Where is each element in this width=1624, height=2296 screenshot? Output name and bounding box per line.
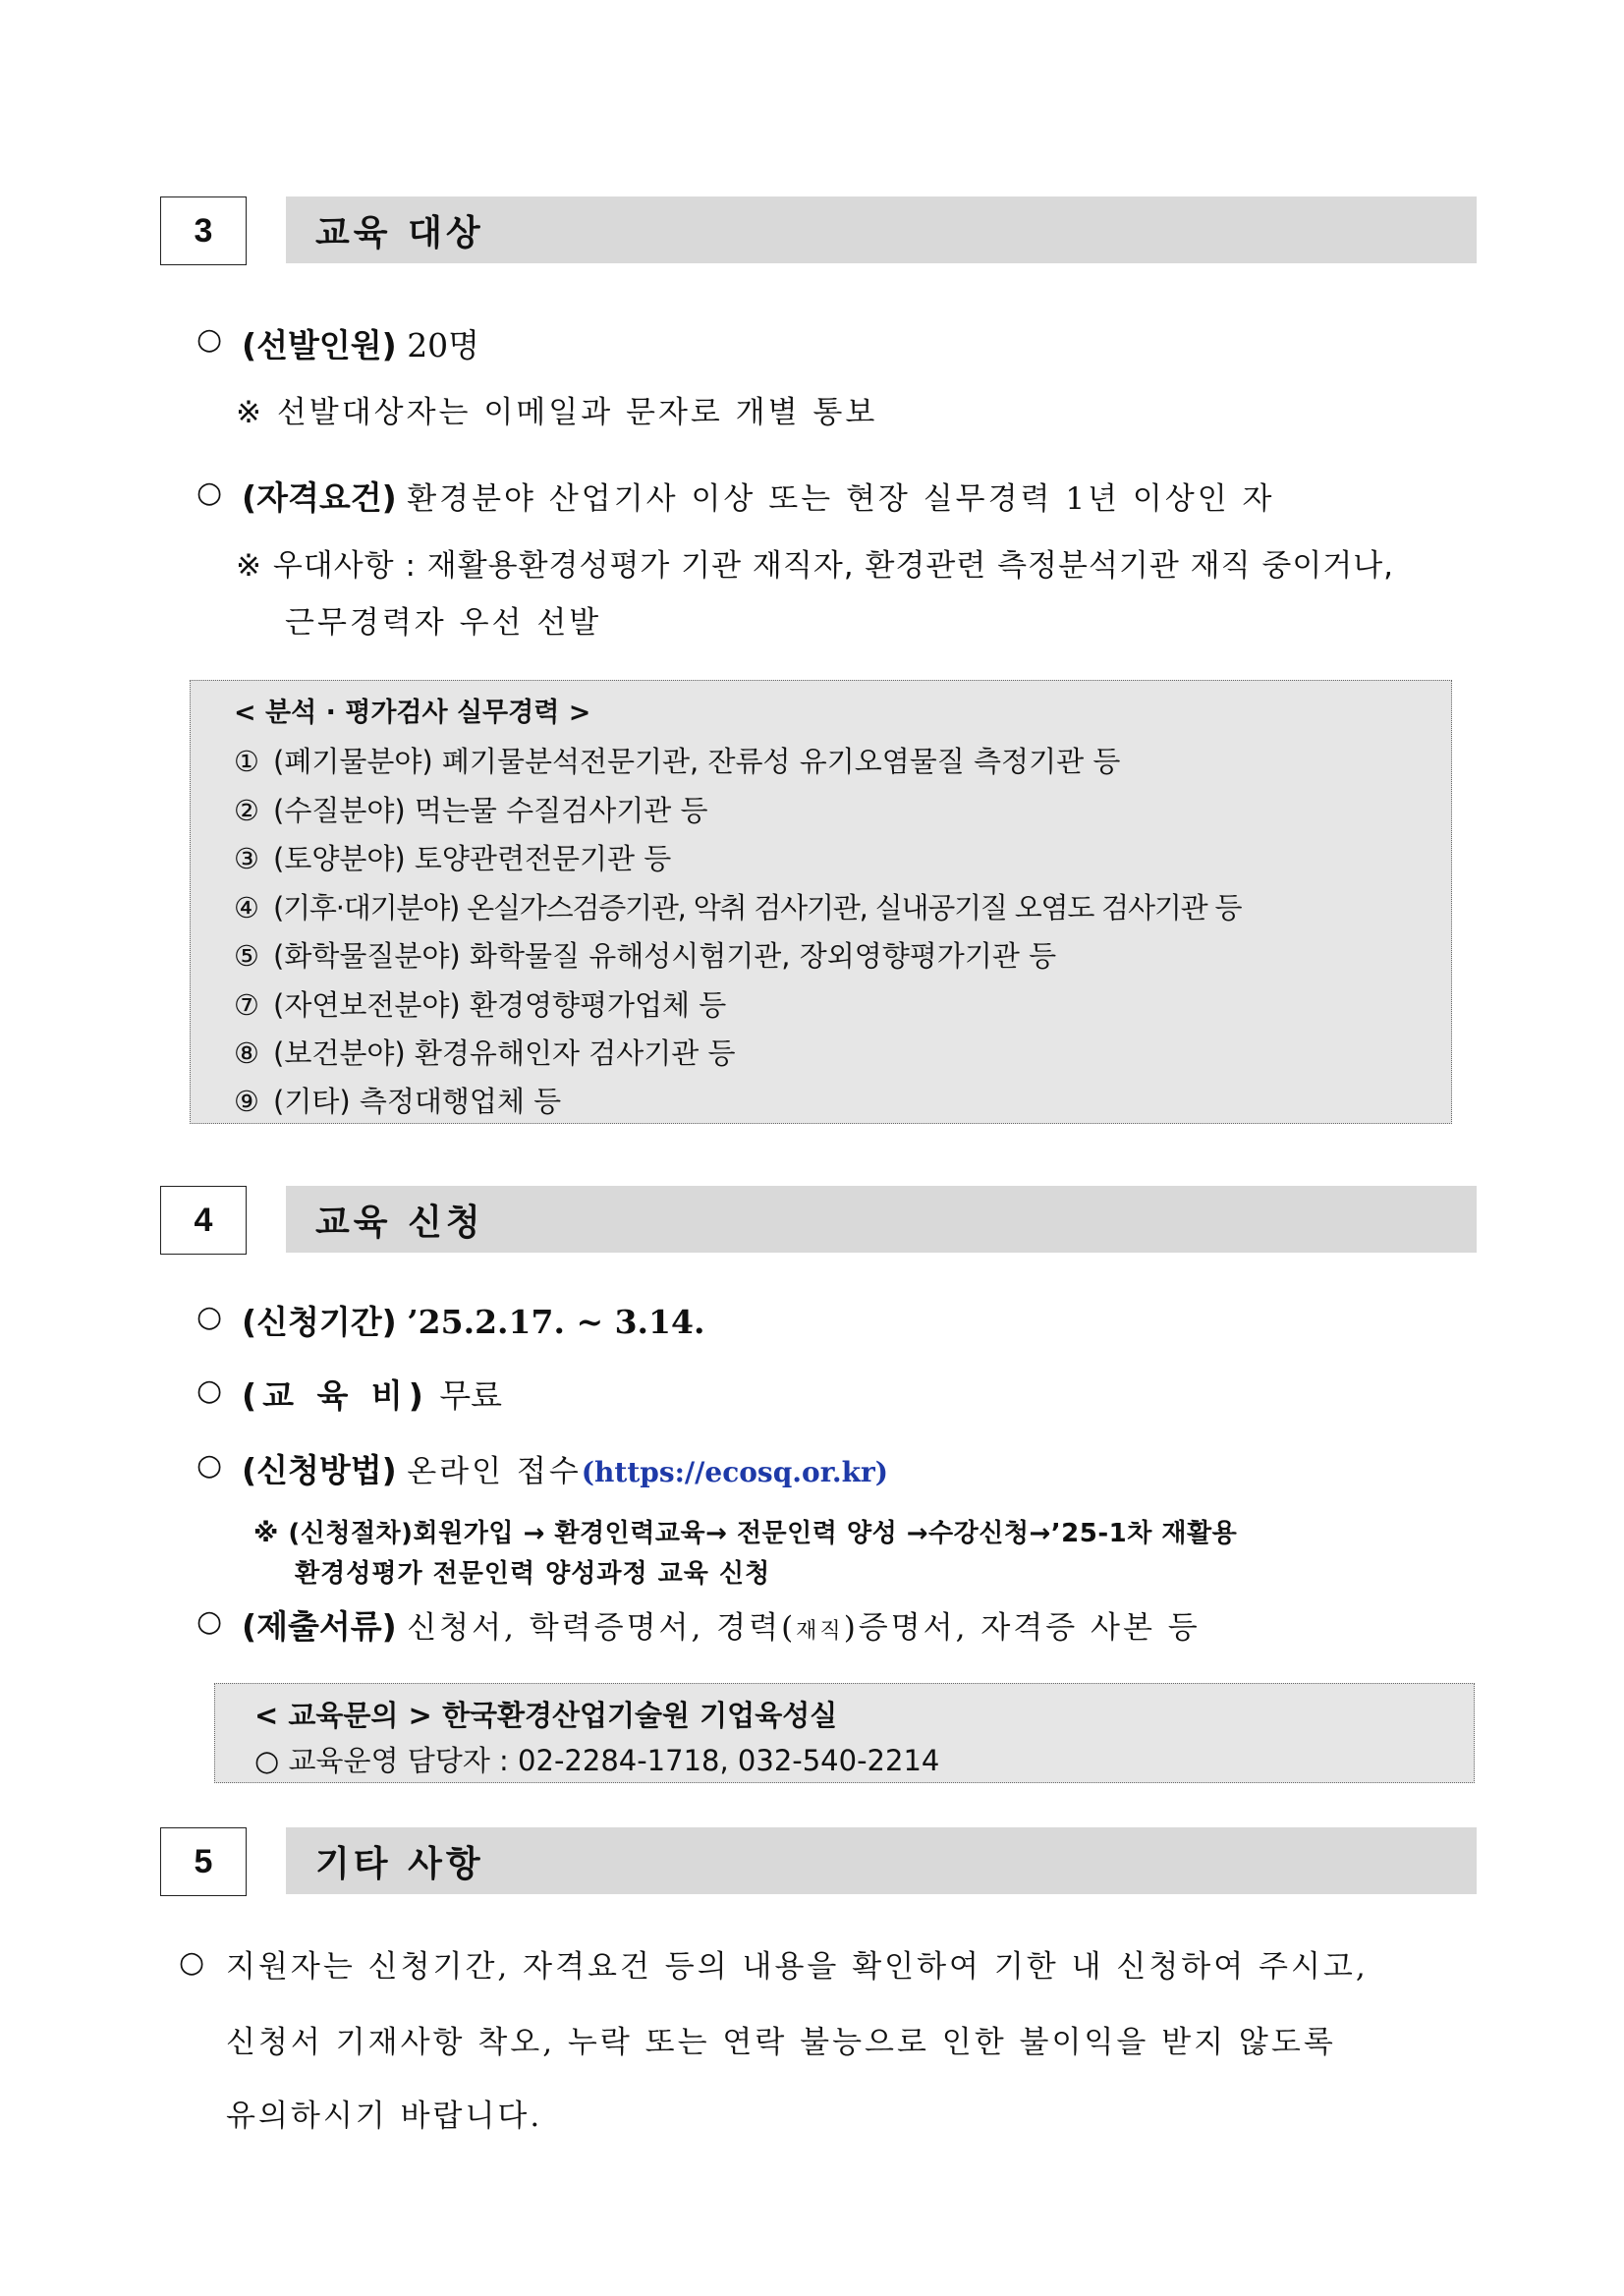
- period-value: ’25.2.17. ~ 3.14.: [407, 1303, 705, 1341]
- procedure-line-2: 환경성평가 전문인력 양성과정 교육 신청: [295, 1559, 771, 1589]
- contact-box: [214, 1683, 1475, 1783]
- bullet-icon: ○: [196, 1604, 223, 1639]
- method-line: [242, 1445, 888, 1491]
- section-number: 5: [160, 1827, 247, 1896]
- list-item: ③ (토양분야) 토양관련전문기관 등: [234, 842, 672, 875]
- experience-box-title: < 분석 · 평가검사 실무경력 >: [234, 698, 591, 728]
- method-label: (신청방법): [242, 1451, 397, 1489]
- bullet-icon: ○: [196, 322, 223, 357]
- section-title: 기타 사항: [286, 1827, 1477, 1894]
- method-value: 온라인 접수: [407, 1454, 582, 1489]
- bullet-icon: ○: [196, 1448, 223, 1483]
- notice-line-1: 지원자는 신청기간, 자격요건 등의 내용을 확인하여 기한 내 신청하여 주시고,: [226, 1949, 1369, 1985]
- section-3-header: [160, 196, 1477, 265]
- list-item: ⑨ (기타) 측정대행업체 등: [234, 1085, 562, 1118]
- preference-line-2: 근무경력자 우선 선발: [285, 605, 602, 641]
- list-item: ⑧ (보건분야) 환경유해인자 검사기관 등: [234, 1036, 736, 1070]
- contact-line: ○ 교육운영 담당자 : 02-2284-1718, 032-540-2214: [254, 1744, 940, 1777]
- fee-line: [242, 1371, 502, 1417]
- list-item: ① (폐기물분야) 폐기물분석전문기관, 잔류성 유기오염물질 측정기관 등: [234, 745, 1121, 778]
- list-item: ⑦ (자연보전분야) 환경영향평가업체 등: [234, 988, 727, 1022]
- bullet-icon: ○: [196, 476, 223, 510]
- recruit-line: [242, 320, 479, 366]
- section-4-header: [160, 1186, 1477, 1255]
- notice-line-3: 유의하시기 바랍니다.: [226, 2099, 543, 2134]
- period-line: [242, 1297, 704, 1343]
- recruit-label: (선발인원): [242, 326, 397, 364]
- qualification-value: 환경분야 산업기사 이상 또는 현장 실무경력 1년 이상인 자: [407, 481, 1275, 517]
- section-5-header: [160, 1827, 1477, 1896]
- application-link[interactable]: (https://ecosq.or.kr): [581, 1456, 889, 1488]
- fee-label: (교 육 비): [242, 1376, 429, 1415]
- documents-value: 신청서, 학력증명서, 경력(재직)증명서, 자격증 사본 등: [407, 1610, 1201, 1646]
- section-title: 교육 신청: [286, 1186, 1477, 1253]
- qualification-label: (자격요건): [242, 478, 397, 517]
- documents-line: [242, 1601, 1201, 1648]
- bullet-icon: ○: [196, 1373, 223, 1408]
- list-item: ② (수질분야) 먹는물 수질검사기관 등: [234, 794, 708, 827]
- section-title: 교육 대상: [286, 196, 1477, 263]
- list-item: ⑤ (화학물질분야) 화학물질 유해성시험기관, 장외영향평가기관 등: [234, 939, 1057, 973]
- qualification-line: [242, 473, 1275, 519]
- recruit-note: ※ 선발대상자는 이메일과 문자로 개별 통보: [236, 395, 878, 430]
- section-number: 4: [160, 1186, 247, 1255]
- contact-title: < 교육문의 > 한국환경산업기술원 기업육성실: [254, 1699, 838, 1732]
- period-label: (신청기간): [242, 1303, 397, 1341]
- documents-label: (제출서류): [242, 1607, 397, 1646]
- recruit-value: 20명: [407, 326, 480, 364]
- bullet-icon: ○: [196, 1300, 223, 1334]
- list-item: ④ (기후·대기분야) 온실가스검증기관, 악취 검사기관, 실내공기질 오염도 검사기관 등: [234, 891, 1242, 924]
- notice-line-2: 신청서 기재사항 착오, 누락 또는 연락 불능으로 인한 불이익을 받지 않도록: [226, 2025, 1336, 2060]
- procedure-line-1: ※ (신청절차)회원가입 → 환경인력교육→ 전문인력 양성 →수강신청→’25-1차 재활용: [253, 1519, 1238, 1548]
- section-number: 3: [160, 196, 247, 265]
- preference-line-1: ※ 우대사항 : 재활용환경성평가 기관 재직자, 환경관련 측정분석기관 재직 중이거나,: [236, 548, 1395, 584]
- fee-value: 무료: [439, 1376, 503, 1415]
- experience-box: [190, 680, 1452, 1124]
- bullet-icon: ○: [179, 1945, 205, 1980]
